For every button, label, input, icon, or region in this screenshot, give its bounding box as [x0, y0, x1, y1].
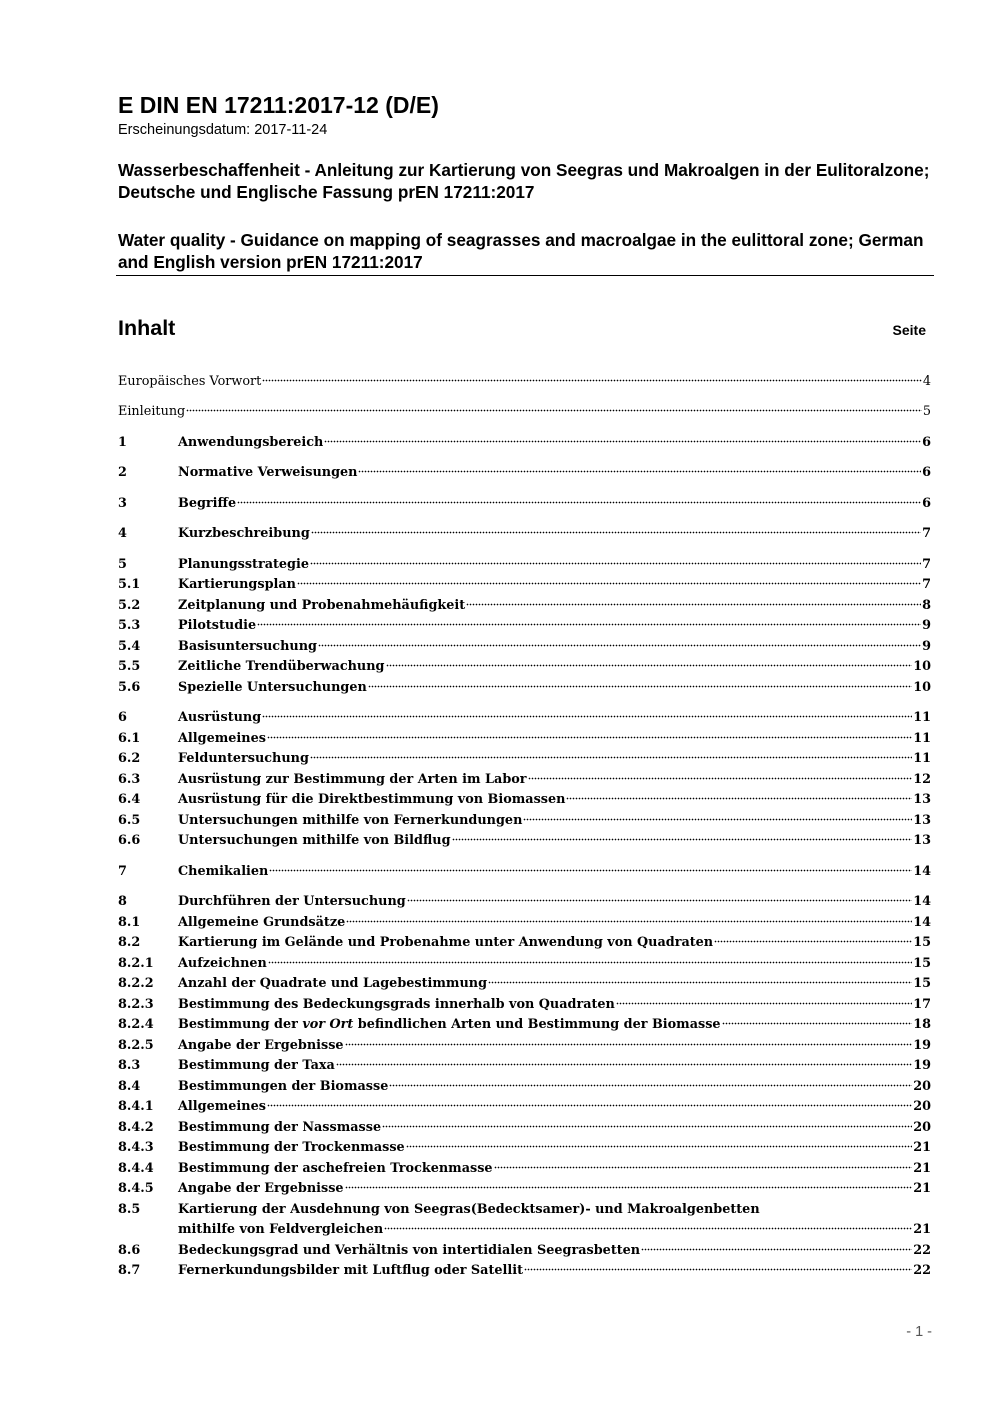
- toc-entry-number: 6.1: [118, 731, 141, 746]
- toc-entry-page: 19: [913, 1058, 931, 1073]
- toc-entry-number: 8.1: [118, 915, 141, 930]
- toc-entry-number: 2: [118, 465, 127, 480]
- dot-leader: [268, 951, 912, 964]
- title-german: Wasserbeschaffenheit - Anleitung zur Kartierung von Seegras und Makroalgen in der Eulitoralzone; Deutsche und Englische Fassung prEN 17211:2017: [118, 160, 930, 202]
- toc-entry-title: Normative Verweisungen: [178, 465, 358, 480]
- toc-entry[interactable]: [118, 678, 931, 698]
- toc-entry-number: 8.2: [118, 935, 141, 950]
- toc-entry-title: Kartierungsplan: [178, 577, 296, 592]
- dot-leader: [310, 746, 912, 759]
- dot-leader: [722, 1012, 913, 1025]
- toc-entry[interactable]: [118, 974, 931, 994]
- toc-entry[interactable]: [118, 1015, 931, 1035]
- toc-entry-page: 9: [922, 618, 931, 633]
- toc-entry-page: 11: [913, 710, 931, 725]
- toc-entry-title: Bestimmung der vor Ort befindlichen Arten und Bestimmung der Biomasse: [178, 1017, 721, 1032]
- toc-entry-number: 8.3: [118, 1058, 141, 1073]
- toc-entry-page: 6: [922, 496, 931, 511]
- toc-entry-title: Durchführen der Untersuchung: [178, 894, 406, 909]
- toc-entry-page: 6: [922, 465, 931, 480]
- toc-entry-page: 14: [913, 894, 931, 909]
- dot-leader: [389, 1074, 912, 1087]
- toc-entry-page: 22: [913, 1263, 931, 1278]
- toc-entry[interactable]: [118, 402, 931, 422]
- toc-entry-title: Angabe der Ergebnisse: [178, 1181, 344, 1196]
- toc-entry-title: Chemikalien: [178, 864, 269, 879]
- toc-entry-number: 5.6: [118, 680, 141, 695]
- toc-entry-number: 8.2.2: [118, 976, 154, 991]
- dot-leader: [267, 1094, 912, 1107]
- toc-entry-page: 21: [913, 1181, 931, 1196]
- toc-entry-page: 4: [922, 374, 931, 389]
- toc-entry-number: 8.4.4: [118, 1161, 154, 1176]
- toc-entry-title: Fernerkundungsbilder mit Luftflug oder Satellit: [178, 1263, 523, 1278]
- dot-leader: [714, 930, 912, 943]
- toc-entry[interactable]: [118, 616, 931, 636]
- toc-entry-title: Anwendungsbereich: [178, 435, 324, 450]
- toc-entry-page: 5: [922, 404, 931, 419]
- toc-entry-title: Untersuchungen mithilfe von Bildflug: [178, 833, 451, 848]
- toc-entry-title: Kurzbeschreibung: [178, 526, 310, 541]
- dot-leader: [494, 1156, 913, 1169]
- dot-leader: [262, 369, 922, 382]
- dot-leader: [406, 1135, 913, 1148]
- toc-entry-number: 6.3: [118, 772, 141, 787]
- dot-leader: [257, 613, 921, 626]
- toc-entry-title: Pilotstudie: [178, 618, 257, 633]
- toc-entry-page: 19: [913, 1038, 931, 1053]
- toc-entry-page: 7: [922, 557, 931, 572]
- toc-entry-page: 10: [913, 680, 931, 695]
- dot-leader: [345, 1033, 913, 1046]
- toc-entry-title: Begriffe: [178, 496, 237, 511]
- toc-entry-number: 8.6: [118, 1243, 141, 1258]
- toc-entry-page: 13: [913, 792, 931, 807]
- toc-entry-number: 5.2: [118, 598, 141, 613]
- dot-leader: [346, 910, 912, 923]
- toc-entry-title: Allgemeines: [178, 1099, 266, 1114]
- toc-entry-page: 14: [913, 915, 931, 930]
- toc-entry-page: 10: [913, 659, 931, 674]
- toc-entry-title: Zeitplanung und Probenahmehäufigkeit: [178, 598, 466, 613]
- toc-entry-page: 17: [913, 997, 931, 1012]
- toc-entry-number: 8: [118, 894, 127, 909]
- dot-leader: [368, 675, 912, 688]
- toc-entry[interactable]: [118, 463, 931, 483]
- toc-entry-title: Spezielle Untersuchungen: [178, 680, 367, 695]
- toc-entry-page: 15: [913, 956, 931, 971]
- toc-entry-title: Basisuntersuchung: [178, 639, 317, 654]
- toc-entry-title: Bestimmung der Trockenmasse: [178, 1140, 405, 1155]
- toc-entry-page: 11: [913, 731, 931, 746]
- toc-entry-number: 8.4.1: [118, 1099, 154, 1114]
- toc-entry-page: 20: [913, 1079, 931, 1094]
- toc-entry-number: 8.2.4: [118, 1017, 154, 1032]
- toc-entry-title: Bedeckungsgrad und Verhältnis von intertidialen Seegrasbetten: [178, 1243, 641, 1258]
- toc-entry-title: Untersuchungen mithilfe von Fernerkundungen: [178, 813, 523, 828]
- dot-leader: [358, 460, 921, 473]
- dot-leader: [237, 491, 921, 504]
- toc-entry-number: 6.4: [118, 792, 141, 807]
- dot-leader: [488, 971, 912, 984]
- toc-entry-page: 20: [913, 1120, 931, 1135]
- toc-entry[interactable]: [118, 933, 931, 953]
- toc-entry-title: Bestimmung der Nassmasse: [178, 1120, 382, 1135]
- toc-entry-number: 5.4: [118, 639, 141, 654]
- toc-entry[interactable]: [118, 524, 931, 544]
- toc-entry-page: 7: [922, 526, 931, 541]
- toc-entry-page: 14: [913, 864, 931, 879]
- toc-entry-page: 7: [922, 577, 931, 592]
- dot-leader: [269, 859, 912, 872]
- toc-entry-page: 12: [913, 772, 931, 787]
- toc-entry-page: 21: [913, 1140, 931, 1155]
- dot-leader: [566, 787, 912, 800]
- toc-entry-number: 4: [118, 526, 127, 541]
- toc-entry-number: 5.5: [118, 659, 141, 674]
- toc-entry-number: 8.4: [118, 1079, 141, 1094]
- toc-entry-page: 22: [913, 1243, 931, 1258]
- toc-entry[interactable]: [118, 862, 931, 882]
- toc-entry[interactable]: [118, 892, 931, 912]
- toc-entry-page: 11: [913, 751, 931, 766]
- toc-entry-number: 1: [118, 435, 127, 450]
- dot-leader: [616, 992, 912, 1005]
- toc-entry-title: Bestimmung des Bedeckungsgrads innerhalb von Quadraten: [178, 997, 615, 1012]
- toc-entry[interactable]: [118, 433, 931, 453]
- toc-entry-title: Planungsstrategie: [178, 557, 309, 572]
- toc-entry[interactable]: [118, 1200, 931, 1240]
- dot-leader: [386, 654, 913, 667]
- toc-entry-number: 8.4.2: [118, 1120, 154, 1135]
- toc-entry[interactable]: [118, 1138, 931, 1158]
- toc-entry-number: 6: [118, 710, 127, 725]
- toc-entry[interactable]: [118, 1097, 931, 1117]
- toc-entry-number: 5: [118, 557, 127, 572]
- dot-leader: [641, 1238, 912, 1251]
- toc-entry-page: 18: [913, 1017, 931, 1032]
- toc-entry-title-continued: mithilfe von Feldvergleichen: [178, 1222, 384, 1237]
- toc-entry[interactable]: [118, 1261, 931, 1281]
- toc-entry[interactable]: [118, 790, 931, 810]
- toc-entry-title: Europäisches Vorwort: [118, 374, 262, 389]
- toc-entry-page: 20: [913, 1099, 931, 1114]
- toc-page-column-label: Seite: [892, 322, 926, 338]
- toc-entry-page: 21: [913, 1161, 931, 1176]
- toc-entry[interactable]: [118, 749, 931, 769]
- toc-entry-number: 6.6: [118, 833, 141, 848]
- dot-leader: [267, 726, 912, 739]
- toc-entry-number: 6.2: [118, 751, 141, 766]
- toc-entry-number: 8.2.5: [118, 1038, 154, 1053]
- toc-entry-number: 8.2.1: [118, 956, 154, 971]
- dot-leader: [345, 1176, 913, 1189]
- page-number: - 1 -: [906, 1324, 932, 1340]
- toc-entry-page: 21: [913, 1222, 931, 1237]
- dot-leader: [262, 705, 912, 718]
- toc-entry-number: 5.3: [118, 618, 141, 633]
- dot-leader: [384, 1217, 912, 1230]
- dot-leader: [297, 572, 921, 585]
- dot-leader: [382, 1115, 912, 1128]
- toc-entry-page: 13: [913, 813, 931, 828]
- toc-entry-page: 8: [922, 598, 931, 613]
- toc-entry-number: 6.5: [118, 813, 141, 828]
- publication-date: Erscheinungsdatum: 2017-11-24: [118, 122, 328, 138]
- toc-entry-title: Allgemeine Grundsätze: [178, 915, 346, 930]
- toc-entry[interactable]: [118, 575, 931, 595]
- dot-leader: [186, 399, 922, 412]
- document-id: E DIN EN 17211:2017-12 (D/E): [118, 92, 439, 118]
- toc-entry-title: Einleitung: [118, 404, 186, 419]
- title-english: Water quality - Guidance on mapping of seagrasses and macroalgae in the eulittoral zone; German and English version prEN 17211:2017: [118, 230, 924, 272]
- toc-entry-page: 13: [913, 833, 931, 848]
- toc-entry-page: 15: [913, 976, 931, 991]
- toc-entry-page: 9: [922, 639, 931, 654]
- toc-entry[interactable]: [118, 494, 931, 514]
- toc-entry-title: Ausrüstung zur Bestimmung der Arten im Labor: [178, 772, 527, 787]
- toc-entry-title: Angabe der Ergebnisse: [178, 1038, 344, 1053]
- dot-leader: [524, 1258, 912, 1271]
- toc-entry-number: 5.1: [118, 577, 141, 592]
- toc-entry-title: Zeitliche Trendüberwachung: [178, 659, 385, 674]
- toc-entry-number: 3: [118, 496, 127, 511]
- toc-entry[interactable]: [118, 831, 931, 851]
- toc-entry-number: 8.7: [118, 1263, 141, 1278]
- toc-entry-number: 8.2.3: [118, 997, 154, 1012]
- dot-leader: [407, 889, 912, 902]
- toc-entry[interactable]: [118, 657, 931, 677]
- toc-entry-page: 15: [913, 935, 931, 950]
- dot-leader: [336, 1053, 912, 1066]
- toc-entry-title: Bestimmung der Taxa: [178, 1058, 335, 1073]
- toc-heading: Inhalt: [118, 316, 176, 340]
- toc-entry-number: 8.4.3: [118, 1140, 154, 1155]
- dot-leader: [324, 430, 921, 443]
- toc-entry-title: Allgemeines: [178, 731, 266, 746]
- toc-entry-title: Felduntersuchung: [178, 751, 309, 766]
- dot-leader: [452, 828, 913, 841]
- dot-leader: [311, 521, 921, 534]
- dot-leader: [528, 767, 913, 780]
- toc-entry-number: 8.4.5: [118, 1181, 154, 1196]
- dot-leader: [318, 634, 921, 647]
- toc-entry[interactable]: [118, 1179, 931, 1199]
- toc-entry-title: Ausrüstung: [178, 710, 262, 725]
- dot-leader: [466, 593, 921, 606]
- toc-entry-title: Bestimmung der aschefreien Trockenmasse: [178, 1161, 493, 1176]
- toc-entry-title: Aufzeichnen: [178, 956, 267, 971]
- toc-entry[interactable]: [118, 372, 931, 392]
- toc-entry-title: Kartierung der Ausdehnung von Seegras(Bedecktsamer)- und Makroalgenbetten: [178, 1202, 760, 1217]
- toc-entry-number: 7: [118, 864, 127, 879]
- toc-entry-title: Kartierung im Gelände und Probenahme unter Anwendung von Quadraten: [178, 935, 714, 950]
- toc-entry[interactable]: [118, 1056, 931, 1076]
- toc-entry-title: Ausrüstung für die Direktbestimmung von Biomassen: [178, 792, 566, 807]
- toc-entry-number: 8.5: [118, 1202, 141, 1217]
- dot-leader: [310, 552, 921, 565]
- dot-leader: [523, 808, 912, 821]
- toc-entry-title: Bestimmungen der Biomasse: [178, 1079, 389, 1094]
- toc-entry-title: Anzahl der Quadrate und Lagebestimmung: [178, 976, 488, 991]
- toc-entry[interactable]: [118, 708, 931, 728]
- toc-entry-page: 6: [922, 435, 931, 450]
